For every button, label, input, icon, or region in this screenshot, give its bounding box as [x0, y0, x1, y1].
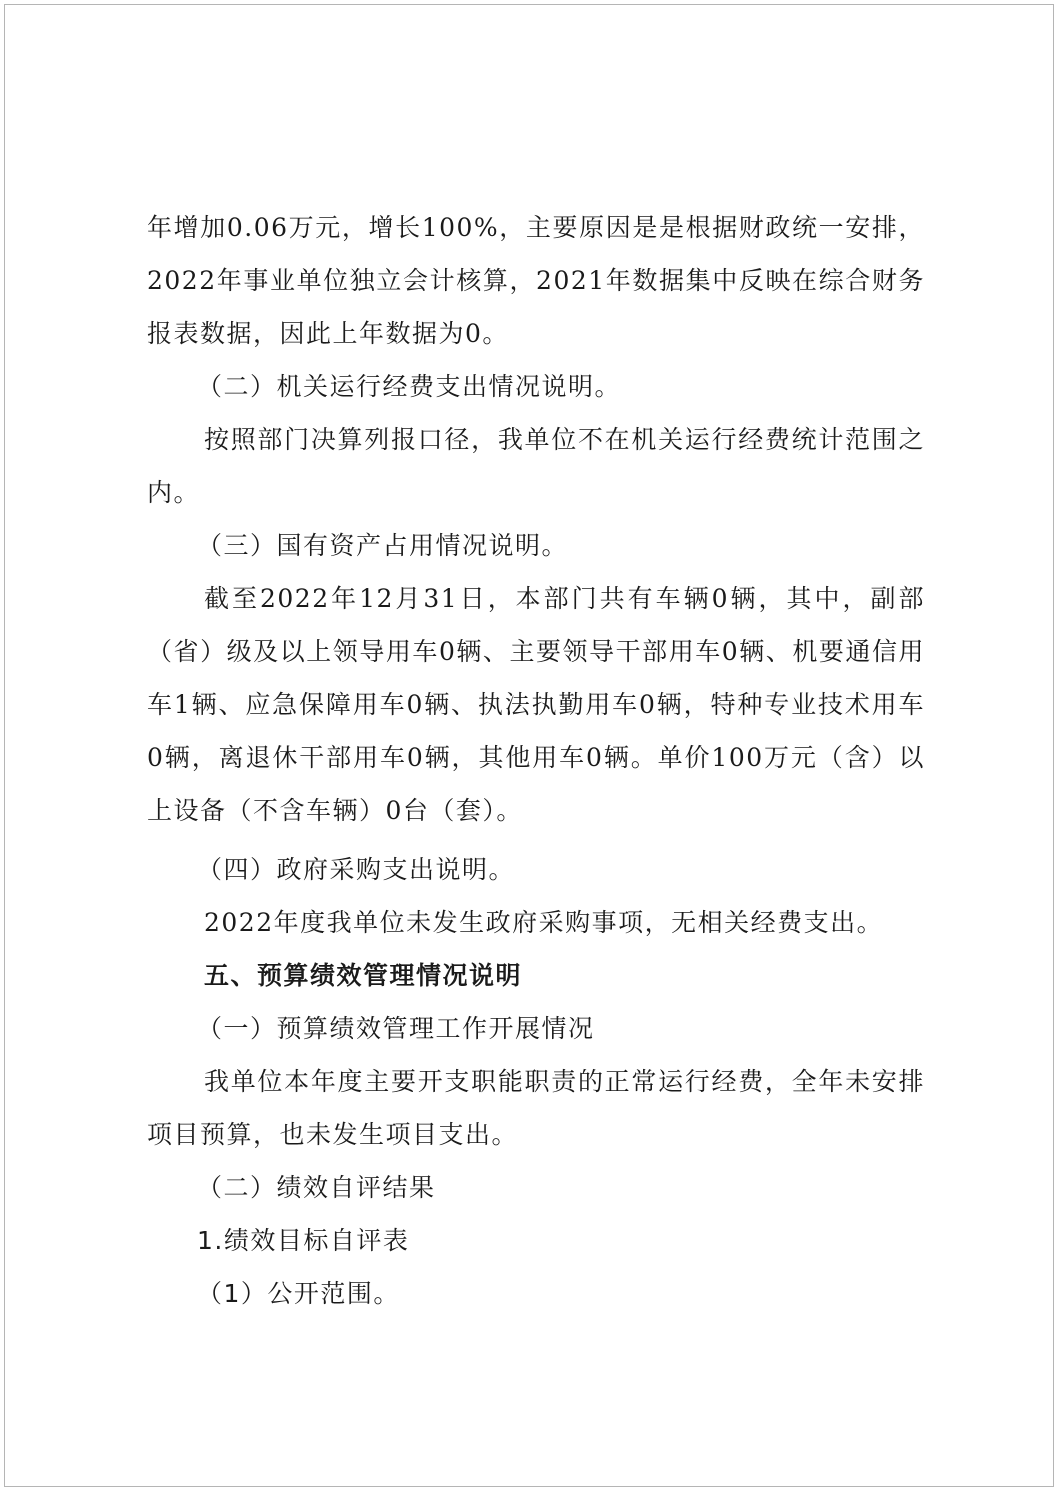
heading-government-procurement: （四）政府采购支出说明。: [197, 855, 516, 884]
paragraph-performance-work: 我单位本年度主要开支职能职责的正常运行经费，全年未安排项目预算，也未发生项目支出。: [147, 1067, 925, 1149]
paragraph-operating-expenses: 按照部门决算列报口径，我单位不在机关运行经费统计范围之内。: [147, 425, 925, 507]
document-page: [4, 4, 1054, 1487]
paragraph-government-procurement: 2022年度我单位未发生政府采购事项，无相关经费支出。: [204, 908, 884, 937]
paragraph-revenue-increase: 年增加0.06万元，增长100%，主要原因是是根据财政统一安排，2022年事业单位独立会计核算，2021年数据集中反映在综合财务报表数据，因此上年数据为0。: [147, 213, 925, 348]
heading-budget-performance: 五、预算绩效管理情况说明: [204, 961, 523, 990]
heading-operating-expenses: （二）机关运行经费支出情况说明。: [197, 372, 622, 401]
heading-self-evaluation-table: 1.绩效目标自评表: [197, 1226, 410, 1255]
heading-state-assets: （三）国有资产占用情况说明。: [197, 531, 569, 560]
heading-disclosure-scope: （1）公开范围。: [197, 1279, 400, 1308]
document-body: [147, 201, 925, 1320]
heading-self-evaluation: （二）绩效自评结果: [197, 1173, 436, 1202]
heading-performance-work: （一）预算绩效管理工作开展情况: [197, 1014, 595, 1043]
paragraph-state-assets: 截至2022年12月31日，本部门共有车辆0辆，其中，副部（省）级及以上领导用车0辆、主要领导干部用车0辆、机要通信用车1辆、应急保障用车0辆、执法执勤用车0辆，特种专业技术用车0辆，离退休干部用车0辆，其他用车0辆。单价100万元（含）以上设备（不含车辆）0台（套）。: [147, 584, 925, 825]
